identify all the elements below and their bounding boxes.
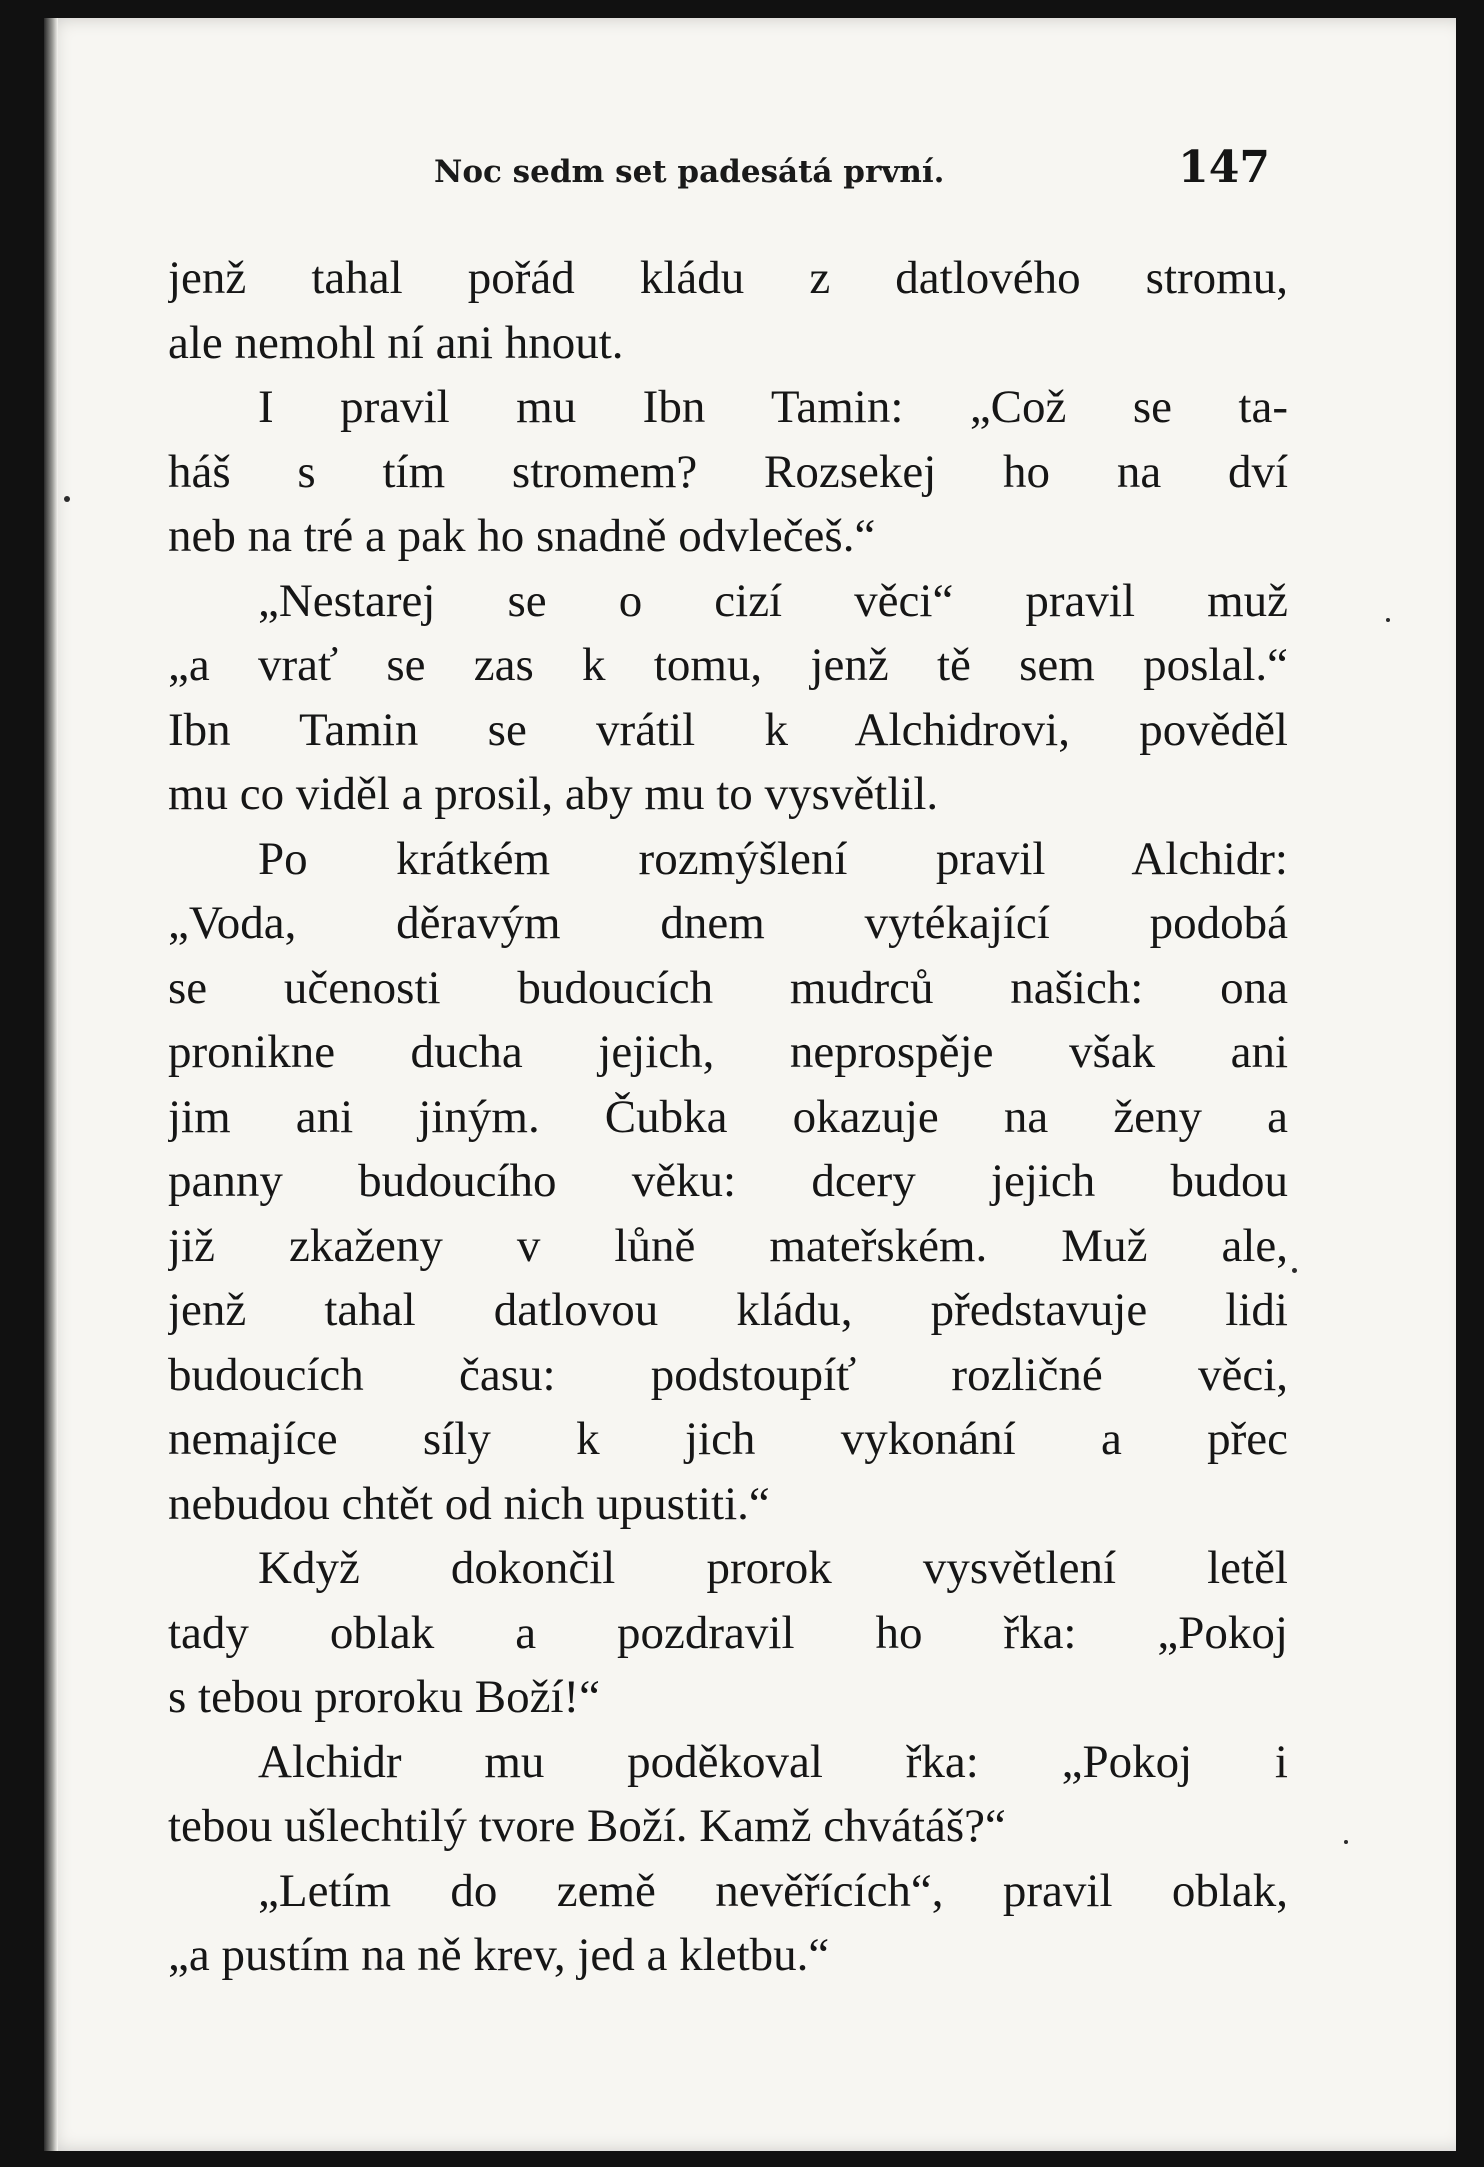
print-speck (1292, 1268, 1297, 1273)
text-line: I pravil mu Ibn Tamin: „Což se ta- (258, 381, 1288, 433)
text-line: jim ani jiným. Čubka okazuje na ženy a (168, 1090, 1288, 1143)
text-line: „a pustím na ně krev, jed a kletbu.“ (168, 1929, 830, 1981)
text-line: Ibn Tamin se vrátil k Alchidrovi, pověděl (168, 703, 1288, 756)
text-line: pronikne ducha jejich, neprospěje však ani (168, 1026, 1288, 1078)
text-line: mu co viděl a prosil, aby mu to vysvětlil. (168, 768, 939, 820)
book-page (44, 18, 1456, 2151)
text-line: nebudou chtět od nich upustiti.“ (168, 1477, 770, 1530)
text-line: jenž tahal pořád kládu z datlového stromu, (168, 252, 1288, 304)
text-line: nemajíce síly k jich vykonání a přec (168, 1413, 1288, 1465)
text-line: tebou ušlechtilý tvore Boží. Kamž chvátáš?“ (168, 1800, 1006, 1852)
text-line: „Letím do země nevěřících“, pravil oblak, (258, 1864, 1288, 1917)
body-text (168, 246, 1288, 1988)
text-line: Když dokončil prorok vysvětlení letěl (258, 1542, 1288, 1594)
text-line: jenž tahal datlovou kládu, představuje lidi (168, 1284, 1288, 1336)
running-header-title: Noc sedm set padesátá první. (434, 154, 945, 190)
text-line: již zkaženy v lůně mateřském. Muž ale, (168, 1219, 1288, 1272)
text-line: „a vrať se zas k tomu, jenž tě sem poslal.“ (168, 639, 1288, 691)
binding-edge (44, 18, 58, 2151)
text-line: se učenosti budoucích mudrců našich: ona (168, 961, 1288, 1014)
text-line: „Nestarej se o cizí věci“ pravil muž (258, 574, 1288, 627)
text-line: Alchidr mu poděkoval řka: „Pokoj i (258, 1735, 1288, 1788)
text-line: budoucích času: podstoupíť rozličné věci, (168, 1348, 1288, 1401)
text-line: Po krátkém rozmýšlení pravil Alchidr: (258, 832, 1288, 885)
text-line: háš s tím stromem? Rozsekej ho na dví (168, 445, 1288, 498)
print-speck (64, 496, 70, 502)
page-number: 147 (1178, 142, 1270, 193)
running-header (434, 136, 1270, 206)
print-speck (1344, 1840, 1348, 1844)
text-line: ale nemohl ní ani hnout. (168, 316, 624, 369)
text-line: „Voda, děravým dnem vytékající podobá (168, 897, 1288, 949)
text-line: tady oblak a pozdravil ho řka: „Pokoj (168, 1606, 1288, 1659)
text-line: neb na tré a pak ho snadně odvlečeš.“ (168, 510, 876, 562)
text-line: s tebou proroku Boží!“ (168, 1671, 601, 1723)
print-speck (1386, 618, 1390, 622)
text-line: panny budoucího věku: dcery jejich budou (168, 1155, 1288, 1207)
